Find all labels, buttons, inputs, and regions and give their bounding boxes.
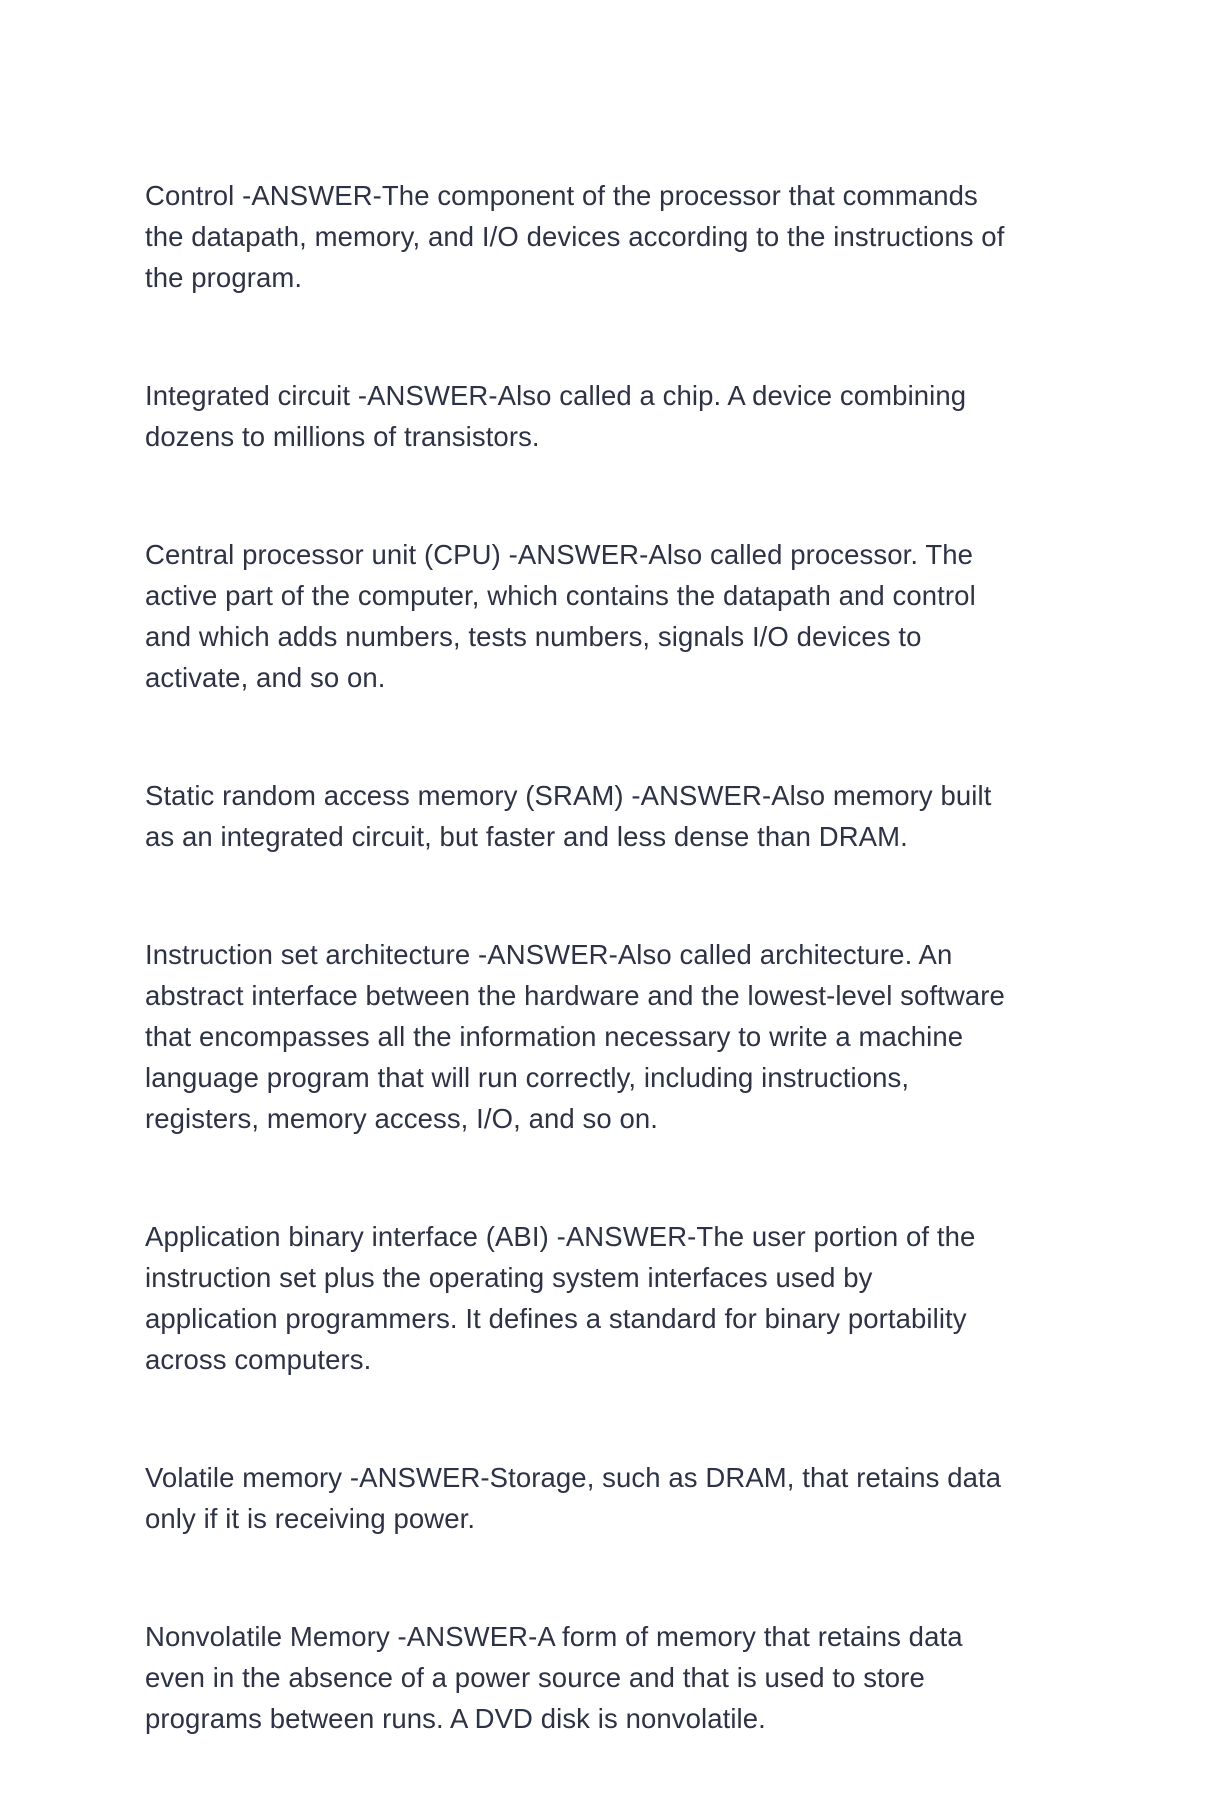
definition-paragraph-cpu: Central processor unit (CPU) -ANSWER-Also called processor. The active part of the computer, which contains the datapath and control and which adds numbers, tests numbers, signals I/O devices to activate, and so on. [145, 539, 976, 693]
definition-paragraph-instruction-set-architecture: Instruction set architecture -ANSWER-Also called architecture. An abstract interface between the hardware and the lowest-level software that encompasses all the information necessary to write a machine language program that will run correctly, including instructions, registers, memory access, I/O, and so on. [145, 939, 1005, 1134]
definition-paragraph-abi: Application binary interface (ABI) -ANSWER-The user portion of the instruction set plus the operating system interfaces used by application programmers. It defines a standard for binary portability across computers. [145, 1221, 976, 1375]
definition-paragraph-integrated-circuit: Integrated circuit -ANSWER-Also called a chip. A device combining dozens to millions of transistors. [145, 380, 967, 452]
document-content [145, 134, 1085, 1816]
definition-paragraph-nonvolatile-memory: Nonvolatile Memory -ANSWER-A form of memory that retains data even in the absence of a power source and that is used to store programs between runs. A DVD disk is nonvolatile. [145, 1621, 963, 1734]
definition-paragraph-sram: Static random access memory (SRAM) -ANSWER-Also memory built as an integrated circuit, but faster and less dense than DRAM. [145, 780, 992, 852]
definition-paragraph-control: Control -ANSWER-The component of the processor that commands the datapath, memory, and I/O devices according to the instructions of the program. [145, 180, 1005, 293]
definition-paragraph-volatile-memory: Volatile memory -ANSWER-Storage, such as DRAM, that retains data only if it is receiving power. [145, 1462, 1002, 1534]
